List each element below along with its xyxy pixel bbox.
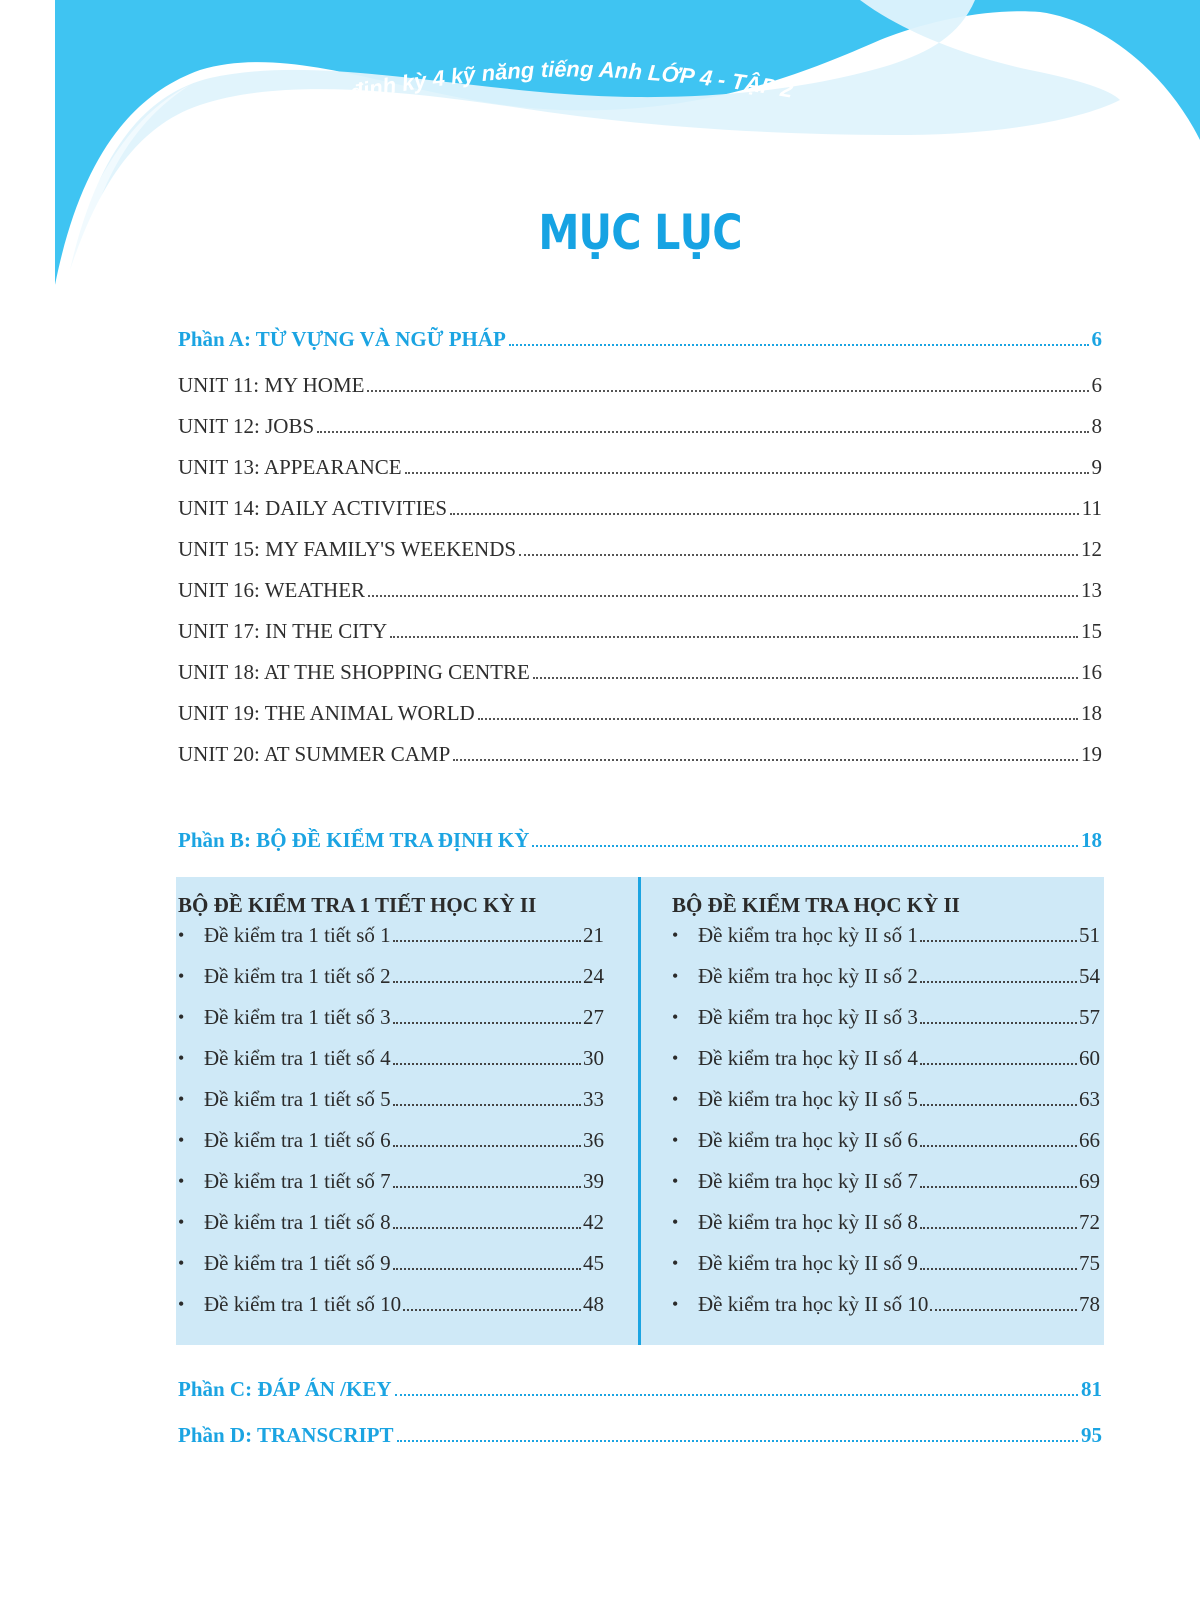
test-page: 69 (1079, 1169, 1100, 1193)
test-page: 63 (1079, 1087, 1100, 1111)
left-test-item-8[interactable] (178, 1205, 604, 1235)
right-column-title: BỘ ĐỀ KIỂM TRA HỌC KỲ II (672, 893, 960, 917)
dot-leader (397, 1440, 1079, 1442)
test-label: Đề kiểm tra 1 tiết số 3 (204, 1005, 391, 1029)
dot-leader (920, 1268, 1077, 1270)
dot-leader (393, 1268, 581, 1270)
dot-leader (533, 677, 1078, 679)
right-test-item-8[interactable] (672, 1205, 1100, 1235)
left-test-item-4[interactable] (178, 1041, 604, 1071)
right-test-item-5[interactable] (672, 1082, 1100, 1112)
toc-part-c[interactable] (178, 1372, 1102, 1402)
test-label: Đề kiểm tra 1 tiết số 4 (204, 1046, 391, 1070)
toc-unit-13[interactable] (178, 450, 1102, 480)
dot-leader (532, 845, 1078, 847)
toc-part-b-label: Phần B: BỘ ĐỀ KIỂM TRA ĐỊNH KỲ (178, 828, 530, 852)
toc-unit-18[interactable] (178, 655, 1102, 685)
left-test-item-10[interactable] (178, 1287, 604, 1317)
dot-leader (403, 1309, 581, 1311)
bullet-icon: • (672, 1212, 679, 1232)
toc-part-d-page: 95 (1081, 1423, 1102, 1447)
bullet-icon: • (178, 1007, 185, 1027)
dot-leader (920, 981, 1077, 983)
right-test-item-9[interactable] (672, 1246, 1100, 1276)
test-label: Đề kiểm tra 1 tiết số 2 (204, 964, 391, 988)
test-label: Đề kiểm tra 1 tiết số 10 (204, 1292, 402, 1316)
unit-label: UNIT 20: AT SUMMER CAMP (178, 742, 451, 766)
test-page: 60 (1079, 1046, 1100, 1070)
test-page: 27 (583, 1005, 604, 1029)
test-label: Đề kiểm tra học kỳ II số 3 (698, 1005, 918, 1029)
bullet-icon: • (672, 1130, 679, 1150)
test-label: Đề kiểm tra học kỳ II số 8 (698, 1210, 918, 1234)
test-page: 45 (583, 1251, 604, 1275)
dot-leader (317, 431, 1088, 433)
dot-leader (920, 1145, 1077, 1147)
unit-label: UNIT 19: THE ANIMAL WORLD (178, 701, 475, 725)
unit-label: UNIT 18: AT THE SHOPPING CENTRE (178, 660, 530, 684)
test-label: Đề kiểm tra học kỳ II số 2 (698, 964, 918, 988)
dot-leader (368, 595, 1078, 597)
test-page: 24 (583, 964, 604, 988)
bullet-icon: • (178, 1171, 185, 1191)
dot-leader (390, 636, 1078, 638)
bullet-icon: • (178, 1253, 185, 1273)
left-test-item-9[interactable] (178, 1246, 604, 1276)
unit-label: UNIT 12: JOBS (178, 414, 315, 438)
unit-page: 12 (1081, 537, 1102, 561)
toc-unit-17[interactable] (178, 614, 1102, 644)
left-test-item-3[interactable] (178, 1000, 604, 1030)
test-page: 39 (583, 1169, 604, 1193)
unit-page: 11 (1081, 496, 1102, 520)
left-column-title: BỘ ĐỀ KIỂM TRA 1 TIẾT HỌC KỲ II (178, 893, 537, 917)
bullet-icon: • (178, 1212, 185, 1232)
dot-leader (920, 1063, 1077, 1065)
dot-leader (393, 1063, 581, 1065)
test-label: Đề kiểm tra học kỳ II số 10 (698, 1292, 929, 1316)
dot-leader (393, 940, 581, 942)
test-label: Đề kiểm tra 1 tiết số 5 (204, 1087, 391, 1111)
unit-label: UNIT 16: WEATHER (178, 578, 366, 602)
toc-part-c-page: 81 (1081, 1377, 1102, 1401)
right-test-item-4[interactable] (672, 1041, 1100, 1071)
right-test-item-2[interactable] (672, 959, 1100, 989)
bullet-icon: • (672, 1089, 679, 1109)
toc-unit-15[interactable] (178, 532, 1102, 562)
right-test-item-6[interactable] (672, 1123, 1100, 1153)
dot-leader (478, 718, 1078, 720)
toc-part-d[interactable] (178, 1418, 1102, 1448)
toc-part-a-page: 6 (1091, 327, 1102, 351)
toc-part-a-label: Phần A: TỪ VỰNG VÀ NGỮ PHÁP (178, 327, 506, 351)
dot-leader (450, 513, 1079, 515)
unit-page: 16 (1081, 660, 1102, 684)
bullet-icon: • (178, 966, 185, 986)
dot-leader (920, 1186, 1077, 1188)
page-title: MỤC LỤC (538, 205, 742, 261)
dot-leader (920, 1227, 1077, 1229)
test-page: 48 (583, 1292, 604, 1316)
test-label: Đề kiểm tra học kỳ II số 7 (698, 1169, 918, 1193)
test-label: Đề kiểm tra 1 tiết số 9 (204, 1251, 391, 1275)
dot-leader (509, 344, 1089, 346)
dot-leader (367, 390, 1088, 392)
dot-leader (920, 1104, 1077, 1106)
dot-leader (405, 472, 1089, 474)
dot-leader (393, 1145, 581, 1147)
svg-text:Bộ đề kiểm tra định kỳ 4 kỹ nă (192, 56, 796, 142)
test-page: 33 (583, 1087, 604, 1111)
dot-leader (453, 759, 1078, 761)
unit-label: UNIT 14: DAILY ACTIVITIES (178, 496, 448, 520)
toc-part-d-label: Phần D: TRANSCRIPT (178, 1423, 394, 1447)
test-page: 21 (583, 923, 604, 947)
column-divider (638, 877, 641, 1345)
unit-page: 19 (1081, 742, 1102, 766)
right-test-item-3[interactable] (672, 1000, 1100, 1030)
left-test-item-1[interactable] (178, 918, 604, 948)
unit-page: 13 (1081, 578, 1102, 602)
dot-leader (930, 1309, 1077, 1311)
toc-part-a[interactable] (178, 322, 1102, 352)
toc-part-b[interactable] (178, 823, 1102, 853)
unit-page: 18 (1081, 701, 1102, 725)
right-test-item-7[interactable] (672, 1164, 1100, 1194)
test-label: Đề kiểm tra 1 tiết số 7 (204, 1169, 391, 1193)
test-page: 72 (1079, 1210, 1100, 1234)
unit-page: 15 (1081, 619, 1102, 643)
bullet-icon: • (178, 1130, 185, 1150)
dot-leader (393, 1186, 581, 1188)
test-label: Đề kiểm tra 1 tiết số 8 (204, 1210, 391, 1234)
test-page: 54 (1079, 964, 1100, 988)
toc-unit-11[interactable] (178, 368, 1102, 398)
toc-unit-14[interactable] (178, 491, 1102, 521)
test-label: Đề kiểm tra học kỳ II số 6 (698, 1128, 918, 1152)
test-label: Đề kiểm tra học kỳ II số 1 (698, 923, 918, 947)
test-label: Đề kiểm tra 1 tiết số 1 (204, 923, 391, 947)
bullet-icon: • (178, 1294, 185, 1314)
dot-leader (519, 554, 1078, 556)
right-test-item-1[interactable] (672, 918, 1100, 948)
bullet-icon: • (178, 925, 185, 945)
bullet-icon: • (672, 1171, 679, 1191)
left-test-item-7[interactable] (178, 1164, 604, 1194)
test-label: Đề kiểm tra 1 tiết số 6 (204, 1128, 391, 1152)
test-page: 57 (1079, 1005, 1100, 1029)
dot-leader (393, 1104, 581, 1106)
bullet-icon: • (672, 925, 679, 945)
dot-leader (920, 1022, 1077, 1024)
test-page: 75 (1079, 1251, 1100, 1275)
book-series-title (0, 0, 1200, 310)
unit-label: UNIT 13: APPEARANCE (178, 455, 402, 479)
bullet-icon: • (672, 1048, 679, 1068)
bullet-icon: • (178, 1048, 185, 1068)
left-test-item-6[interactable] (178, 1123, 604, 1153)
toc-unit-16[interactable] (178, 573, 1102, 603)
toc-unit-19[interactable] (178, 696, 1102, 726)
dot-leader (393, 1227, 581, 1229)
toc-unit-20[interactable] (178, 737, 1102, 767)
test-page: 30 (583, 1046, 604, 1070)
toc-part-b-page: 18 (1081, 828, 1102, 852)
test-label: Đề kiểm tra học kỳ II số 4 (698, 1046, 918, 1070)
test-page: 66 (1079, 1128, 1100, 1152)
toc-part-c-label: Phần C: ĐÁP ÁN /KEY (178, 1377, 392, 1401)
dot-leader (395, 1394, 1078, 1396)
dot-leader (920, 940, 1077, 942)
dot-leader (393, 1022, 581, 1024)
bullet-icon: • (672, 966, 679, 986)
left-test-item-5[interactable] (178, 1082, 604, 1112)
unit-page: 9 (1091, 455, 1102, 479)
unit-label: UNIT 17: IN THE CITY (178, 619, 388, 643)
toc-unit-12[interactable] (178, 409, 1102, 439)
test-page: 42 (583, 1210, 604, 1234)
bullet-icon: • (178, 1089, 185, 1109)
unit-label: UNIT 11: MY HOME (178, 373, 365, 397)
test-page: 78 (1079, 1292, 1100, 1316)
unit-page: 6 (1091, 373, 1102, 397)
unit-label: UNIT 15: MY FAMILY'S WEEKENDS (178, 537, 517, 561)
test-label: Đề kiểm tra học kỳ II số 9 (698, 1251, 918, 1275)
test-page: 36 (583, 1128, 604, 1152)
book-series-title-text: Bộ đề kiểm tra định kỳ 4 kỹ năng tiếng Anh LỚP 4 - TẬP 2 (192, 56, 796, 143)
dot-leader (393, 981, 581, 983)
right-test-item-10[interactable] (672, 1287, 1100, 1317)
test-page: 51 (1079, 923, 1100, 947)
bullet-icon: • (672, 1294, 679, 1314)
test-label: Đề kiểm tra học kỳ II số 5 (698, 1087, 918, 1111)
bullet-icon: • (672, 1253, 679, 1273)
bullet-icon: • (672, 1007, 679, 1027)
unit-page: 8 (1091, 414, 1102, 438)
left-test-item-2[interactable] (178, 959, 604, 989)
